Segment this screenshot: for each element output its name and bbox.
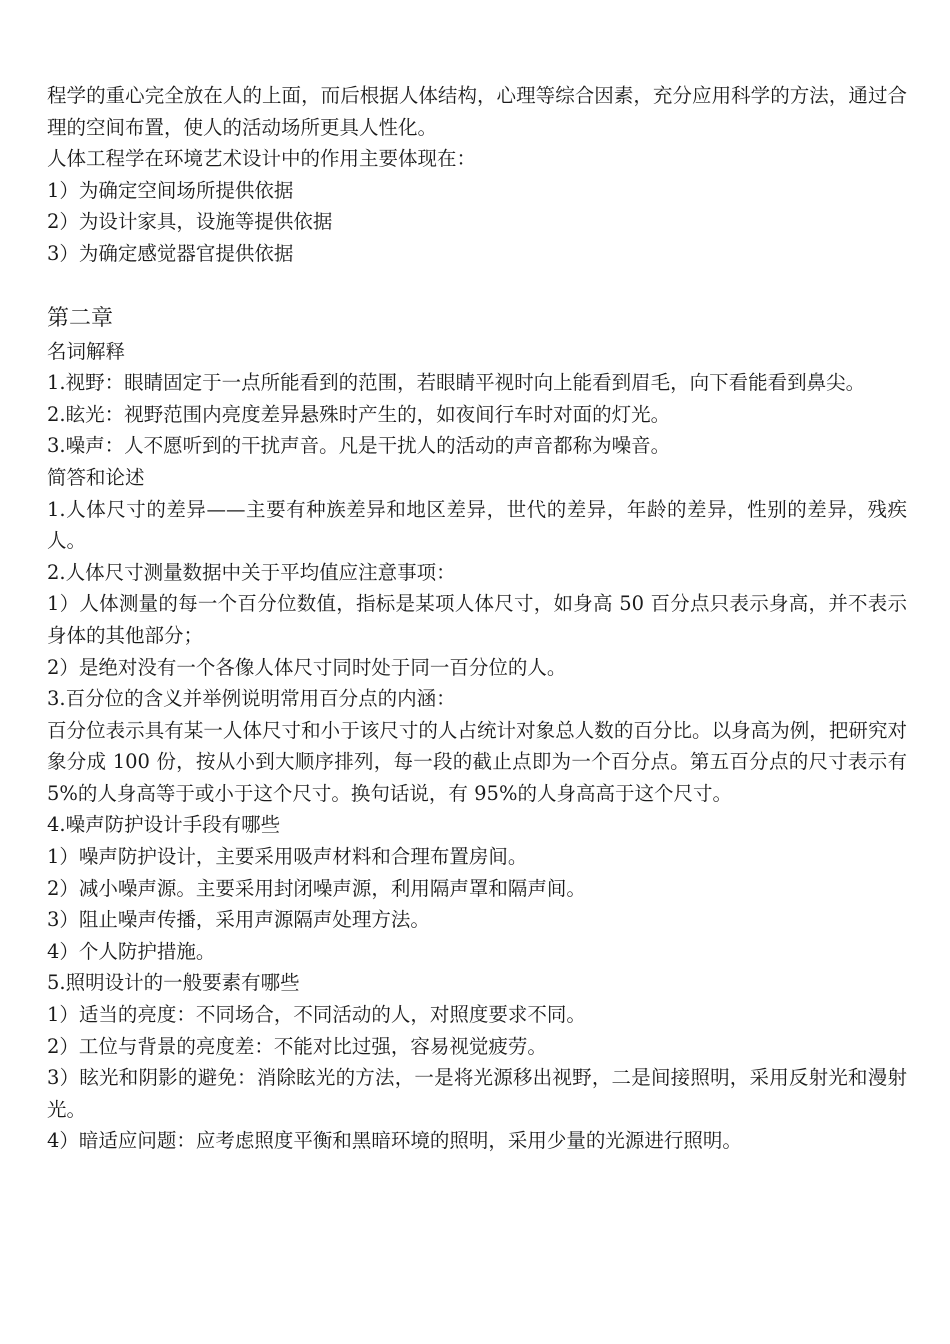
- qa-item: 2.人体尺寸测量数据中关于平均值应注意事项：: [47, 560, 456, 584]
- qa-item: 1）适当的亮度：不同场合，不同活动的人，对照度要求不同。: [47, 1003, 586, 1027]
- qa-item: 百分位表示具有某一人体尺寸和小于该尺寸的人占统计对象总人数的百分比。以身高为例，把研究对象分成 100 份，按从小到大顺序排列，每一段的截止点即为一个百分点。第五百分点的尺寸表示有 5%的人身高等于或小于这个尺寸。换句话说，有 95%的人身高高于这个尺寸。: [47, 718, 907, 805]
- qa-item: 1）人体测量的每一个百分位数值，指标是某项人体尺寸，如身高 50 百分点只表示身高，并不表示身体的其他部分；: [47, 592, 907, 647]
- qa-item: 2）工位与背景的亮度差：不能对比过强，容易视觉疲劳。: [47, 1034, 547, 1058]
- terms-heading: 名词解释: [47, 339, 126, 363]
- qa-item: 4）个人防护措施。: [47, 939, 216, 963]
- qa-item: 5.照明设计的一般要素有哪些: [47, 971, 300, 995]
- list-item: 1）为确定空间场所提供依据: [47, 178, 294, 202]
- term-item: 2.眩光：视野范围内亮度差异悬殊时产生的，如夜间行车时对面的灯光。: [47, 402, 671, 426]
- section-gap: [47, 270, 907, 302]
- qa-item: 1）噪声防护设计，主要采用吸声材料和合理布置房间。: [47, 845, 528, 869]
- qa-item: 3）阻止噪声传播，采用声源隔声处理方法。: [47, 908, 430, 932]
- qa-item: 3）眩光和阴影的避免：消除眩光的方法，一是将光源移出视野，二是间接照明，采用反射光和漫射光。: [47, 1066, 907, 1121]
- qa-heading: 简答和论述: [47, 465, 145, 489]
- intro-paragraph: 程学的重心完全放在人的上面，而后根据人体结构，心理等综合因素，充分应用科学的方法，通过合理的空间布置，使人的活动场所更具人性化。: [47, 84, 907, 139]
- term-item: 3.噪声：人不愿听到的干扰声音。凡是干扰人的活动的声音都称为噪音。: [47, 434, 671, 458]
- list-item: 2）为设计家具，设施等提供依据: [47, 210, 333, 234]
- qa-item: 2）减小噪声源。主要采用封闭噪声源，利用隔声罩和隔声间。: [47, 876, 586, 900]
- intro-lead: 人体工程学在环境艺术设计中的作用主要体现在：: [47, 147, 477, 171]
- qa-item: 4.噪声防护设计手段有哪些: [47, 813, 281, 837]
- qa-item: 3.百分位的含义并举例说明常用百分点的内涵：: [47, 687, 456, 711]
- list-item: 3）为确定感觉器官提供依据: [47, 241, 294, 265]
- term-item: 1.视野：眼睛固定于一点所能看到的范围，若眼睛平视时向上能看到眉毛，向下看能看到鼻尖。: [47, 371, 866, 395]
- qa-item: 2）是绝对没有一个各像人体尺寸同时处于同一百分位的人。: [47, 655, 567, 679]
- chapter-title: 第二章: [47, 305, 114, 331]
- qa-item: 1.人体尺寸的差异——主要有种族差异和地区差异，世代的差异，年龄的差异，性别的差异，残疾人。: [47, 497, 907, 553]
- document-page: [47, 80, 907, 1157]
- qa-item: 4）暗适应问题：应考虑照度平衡和黑暗环境的照明，采用少量的光源进行照明。: [47, 1129, 742, 1153]
